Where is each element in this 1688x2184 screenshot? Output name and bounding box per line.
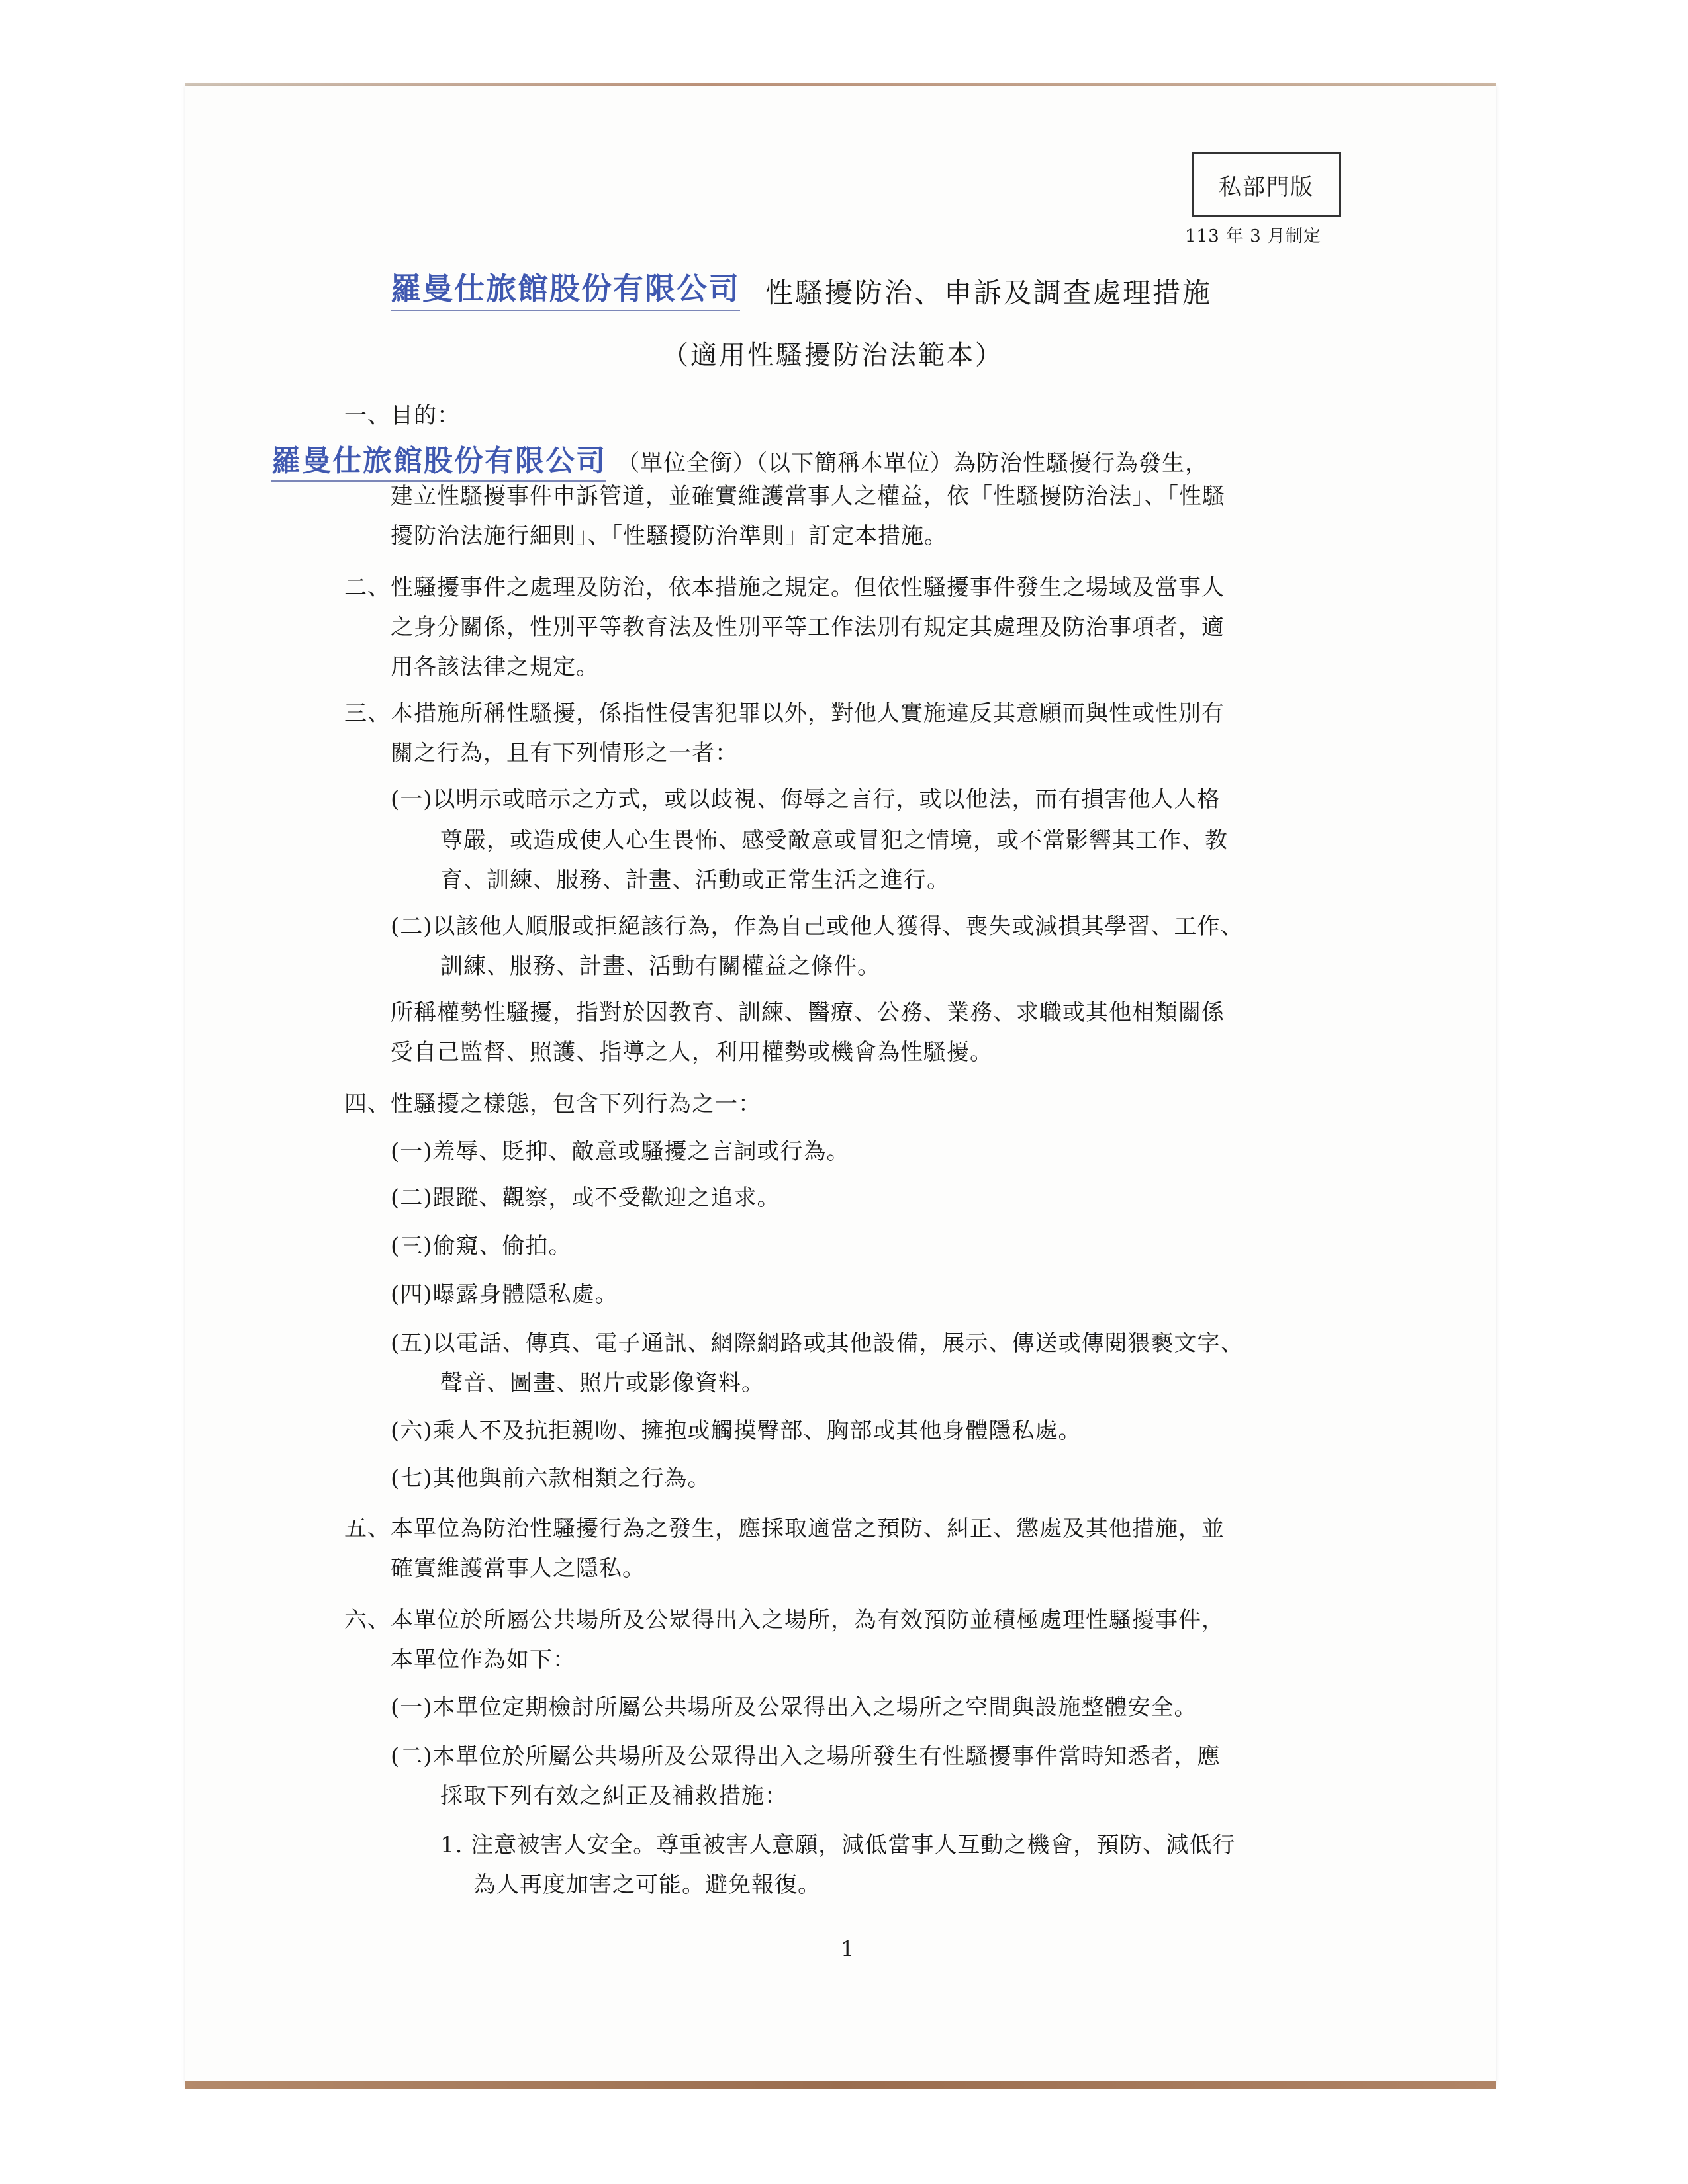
company-name-stamp: 羅曼仕旅館股份有限公司 xyxy=(391,265,740,311)
section-3-line-2: 關之行為，且有下列情形之一者： xyxy=(391,740,738,766)
section-6-subitem-1-line-1: 1. 注意被害人安全。尊重被害人意願，減低當事人互動之機會，預防、減低行 xyxy=(440,1832,1236,1858)
document-title xyxy=(391,265,1212,311)
section-6-item-1: (一)本單位定期檢討所屬公共場所及公眾得出入之場所之空間與設施整體安全。 xyxy=(391,1694,1197,1721)
section-6-subitem-1-line-2: 為人再度加害之可能。避免報復。 xyxy=(473,1872,821,1898)
section-3-item-1-line-3: 育、訓練、服務、計畫、活動或正常生活之進行。 xyxy=(440,867,950,893)
section-4-item-1: (一)羞辱、貶抑、敵意或騷擾之言詞或行為。 xyxy=(391,1138,850,1165)
section-5-line-2: 確實維護當事人之隱私。 xyxy=(391,1555,645,1582)
section-4-item-7: (七)其他與前六款相類之行為。 xyxy=(391,1465,711,1492)
section-3-item-1-line-1: (一)以明示或暗示之方式，或以歧視、侮辱之言行，或以他法，而有損害他人人格 xyxy=(391,786,1221,813)
section-3-item-2-line-2: 訓練、服務、計畫、活動有關權益之條件。 xyxy=(440,953,880,979)
section-3-item-1-line-2: 尊嚴，或造成使人心生畏怖、感受敵意或冒犯之情境，或不當影響其工作、教 xyxy=(440,827,1228,854)
section-6-item-2-line-1: (二)本單位於所屬公共場所及公眾得出入之場所發生有性騷擾事件當時知悉者，應 xyxy=(391,1743,1221,1770)
section-4-item-3: (三)偷窺、偷拍。 xyxy=(391,1233,572,1259)
document-subtitle: （適用性騷擾防治法範本） xyxy=(662,340,1004,371)
section-6-line-2: 本單位作為如下： xyxy=(391,1647,576,1673)
edition-label-box xyxy=(1192,152,1341,217)
section-1-heading: 一、目的： xyxy=(344,402,460,429)
edition-date: 113 年 3 月制定 xyxy=(1185,226,1321,246)
section-2-line-3: 用各該法律之規定。 xyxy=(391,654,599,680)
section-2-line-1: 二、性騷擾事件之處理及防治，依本措施之規定。但依性騷擾事件發生之場域及當事人 xyxy=(344,574,1225,601)
section-1-line-1 xyxy=(271,437,1208,482)
section-1-line-2: 建立性騷擾事件申訴管道，並確實維護當事人之權益，依「性騷擾防治法」、「性騷 xyxy=(391,483,1225,510)
section-4-item-4: (四)曝露身體隱私處。 xyxy=(391,1281,618,1308)
section-3-paragraph-line-2: 受自己監督、照護、指導之人，利用權勢或機會為性騷擾。 xyxy=(391,1039,993,1066)
section-3-item-2-line-1: (二)以該他人順服或拒絕該行為，作為自己或他人獲得、喪失或減損其學習、工作、 xyxy=(391,913,1244,940)
section-2-line-2: 之身分關係，性別平等教育法及性別平等工作法別有規定其處理及防治事項者，適 xyxy=(391,614,1225,641)
section-6-line-1: 六、本單位於所屬公共場所及公眾得出入之場所，為有效預防並積極處理性騷擾事件， xyxy=(344,1607,1225,1633)
section-1-line-3: 擾防治法施行細則」、「性騷擾防治準則」訂定本措施。 xyxy=(391,523,947,549)
section-4-line-1: 四、性騷擾之樣態，包含下列行為之一： xyxy=(344,1091,761,1117)
section-3-paragraph-line-1: 所稱權勢性騷擾，指對於因教育、訓練、醫療、公務、業務、求職或其他相類關係 xyxy=(391,999,1225,1026)
section-5-line-1: 五、本單位為防治性騷擾行為之發生，應採取適當之預防、糾正、懲處及其他措施，並 xyxy=(344,1516,1225,1542)
section-6-item-2-line-2: 採取下列有效之糾正及補救措施： xyxy=(440,1783,788,1809)
section-1-line-1-text: （單位全銜）（以下簡稱本單位）為防治性騷擾行為發生， xyxy=(617,450,1208,477)
section-4-item-5-line-2: 聲音、圖畫、照片或影像資料。 xyxy=(440,1370,765,1396)
edition-label: 私部門版 xyxy=(1219,173,1314,201)
title-main: 性騷擾防治、申訴及調查處理措施 xyxy=(765,277,1213,309)
company-name-stamp-inline: 羅曼仕旅館股份有限公司 xyxy=(271,437,606,482)
page-number: 1 xyxy=(841,1936,855,1962)
section-4-item-2: (二)跟蹤、觀察，或不受歡迎之追求。 xyxy=(391,1185,780,1211)
section-4-item-5-line-1: (五)以電話、傳真、電子通訊、網際網路或其他設備，展示、傳送或傳閱猥褻文字、 xyxy=(391,1330,1244,1357)
section-3-line-1: 三、本措施所稱性騷擾，係指性侵害犯罪以外，對他人實施違反其意願而與性或性別有 xyxy=(344,700,1225,727)
paper-bottom-edge xyxy=(185,2081,1496,2089)
section-4-item-6: (六)乘人不及抗拒親吻、擁抱或觸摸臀部、胸部或其他身體隱私處。 xyxy=(391,1418,1082,1444)
